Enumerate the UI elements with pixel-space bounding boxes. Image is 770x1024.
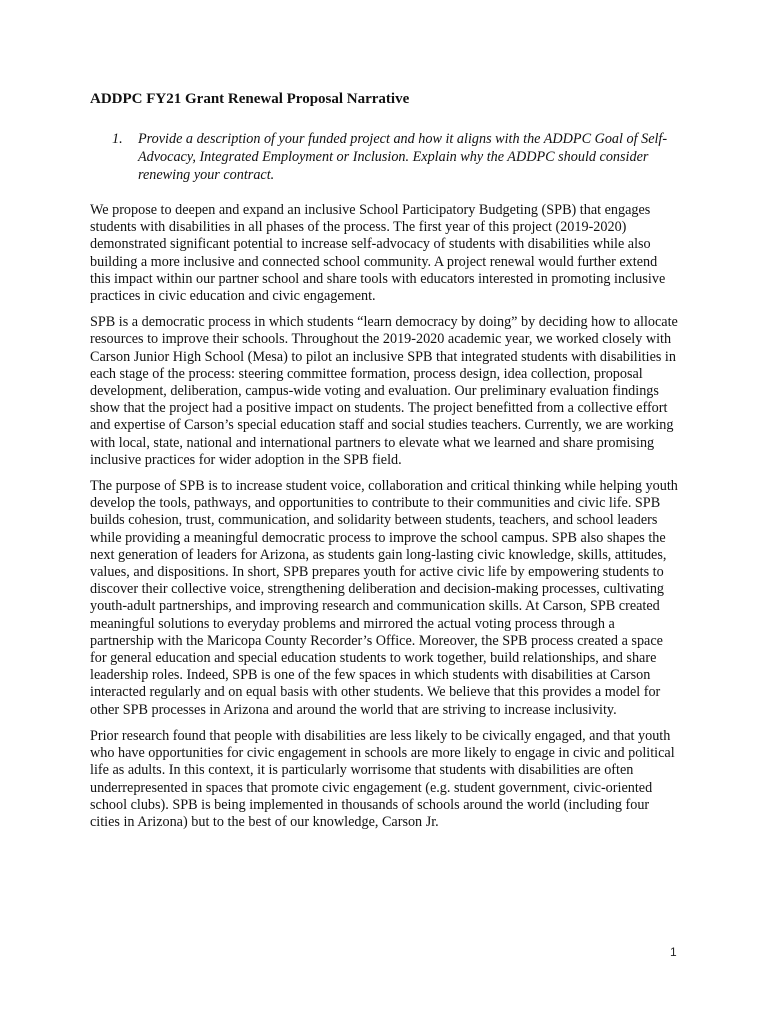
document-page bbox=[90, 90, 680, 840]
paragraph-3: The purpose of SPB is to increase student voice, collaboration and critical thinking while helping youth develop the tools, pathways, and opportunities to contribute to their communities and civic life. SPB builds cohesion, trust, communication, and solidarity between students, teachers, and school leaders while providing a meaningful democratic process to improve the school campus. SPB also shapes the next generation of leaders for Arizona, as students gain long-lasting civic knowledge, skills, attitudes, values, and dispositions. In short, SPB prepares youth for active civic life by empowering students to discover their collective voice, strengthening deliberation and decision-making processes, cultivating youth-adult partnerships, and improving research and communication skills. At Carson, SPB created meaningful solutions to everyday problems and mirrored the actual voting process through a partnership with the Maricopa County Recorder’s Office. Moreover, the SPB process created a space for general education and special education students to work together, build relationships, and share leadership roles. Indeed, SPB is one of the few spaces in which students with disabilities at Carson interacted regularly and on equal basis with other students. We believe that this provides a model for other SPB processes in Arizona and around the world that are striving to increase inclusivity. bbox=[90, 478, 678, 718]
paragraph-4: Prior research found that people with disabilities are less likely to be civically engaged, and that youth who have opportunities for civic engagement in schools are more likely to engage in civic and political life as adults. In this context, it is particularly worrisome that students with disabilities are often underrepresented in spaces that promote civic engagement (e.g. student government, civic-oriented school clubs). SPB is being implemented in thousands of schools around the world (including four cities in Arizona) but to the best of our knowledge, Carson Jr. bbox=[90, 727, 675, 830]
question-number: 1. bbox=[112, 131, 123, 147]
question-text: Provide a description of your funded project and how it aligns with the ADDPC Goal of Self-Advocacy, Integrated Employment or Inclusion. Explain why the ADDPC should consider renewing your contract. bbox=[138, 131, 668, 183]
page-number: 1 bbox=[670, 945, 677, 959]
question-item bbox=[90, 130, 680, 184]
paragraph-1: We propose to deepen and expand an inclusive School Participatory Budgeting (SPB) that engages students with disabilities in all phases of the process. The first year of this project (2019-2020) demonstrated significant potential to increase self-advocacy of students with disabilities while also building a more inclusive and connected school community. A project renewal would further extend this impact within our partner school and share tools with educators interested in promoting inclusive practices in civic education and civic engagement. bbox=[90, 202, 666, 305]
paragraph-2: SPB is a democratic process in which students “learn democracy by doing” by deciding how to allocate resources to improve their schools. Throughout the 2019-2020 academic year, we worked closely with Carson Junior High School (Mesa) to pilot an inclusive SPB that integrated students with disabilities in each stage of the process: steering committee formation, process design, idea collection, proposal development, deliberation, campus-wide voting and evaluation. Our preliminary evaluation findings show that the project had a positive impact on students. The project benefitted from a collective effort and expertise of Carson’s special education staff and social studies teachers. Currently, we are working with local, state, national and international partners to elevate what we learned and share promising inclusive practices for wider adoption in the SPB field. bbox=[90, 314, 678, 468]
document-title: ADDPC FY21 Grant Renewal Proposal Narrative bbox=[90, 91, 410, 107]
